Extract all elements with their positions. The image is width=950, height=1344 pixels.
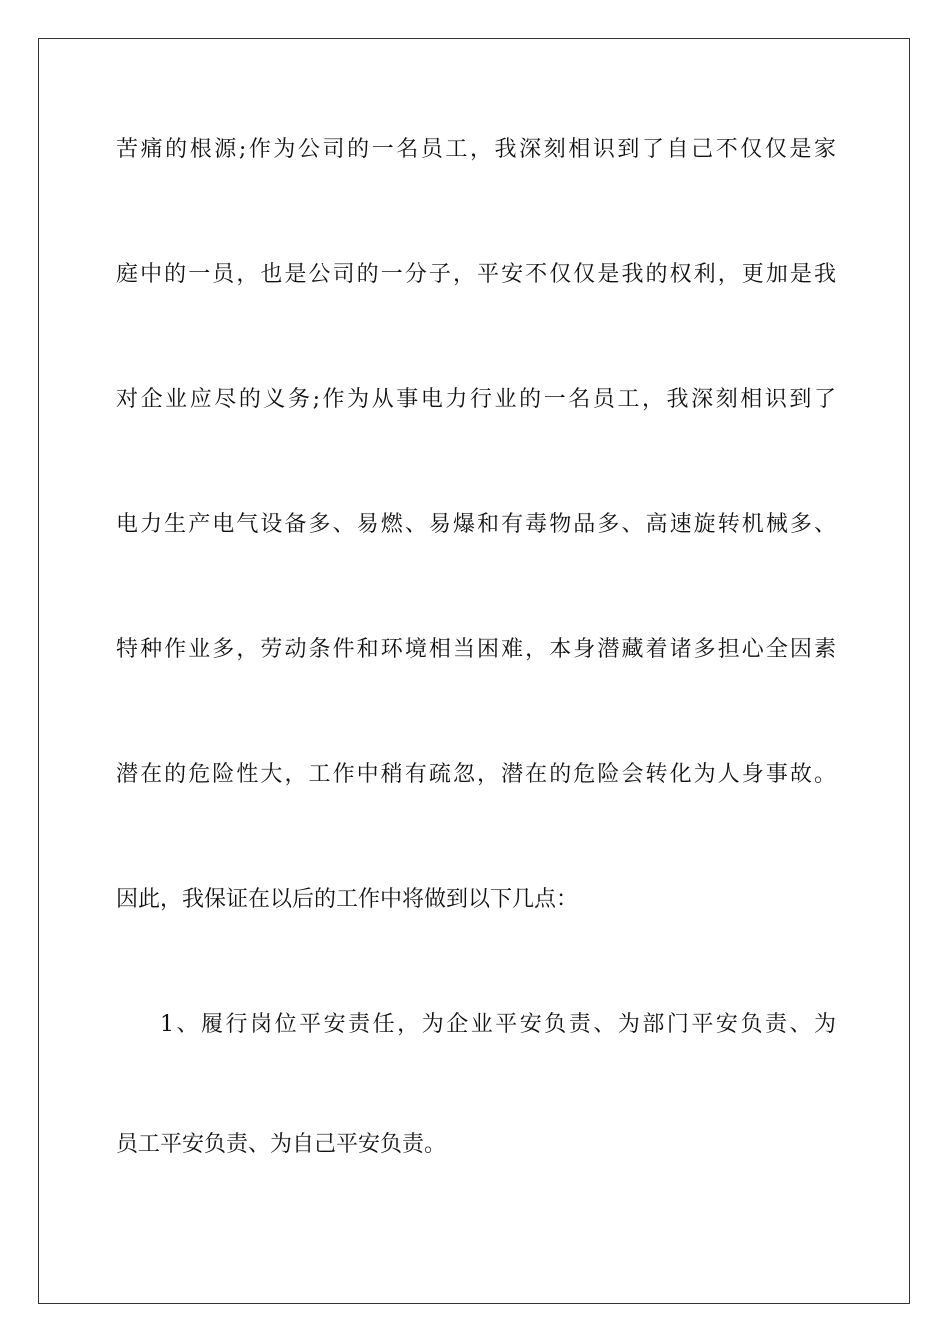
paragraph-line-1: 苦痛的根源;作为公司的一名员工，我深刻相识到了自己不仅仅是家 [116, 137, 836, 162]
paragraph-line-5: 特种作业多，劳动条件和环境相当困难，本身潜藏着诸多担心全因素 [116, 637, 836, 662]
paragraph-line-6: 潜在的危险性大，工作中稍有疏忽，潜在的危险会转化为人身事故。 [116, 762, 836, 787]
paragraph-line-7: 因此，我保证在以后的工作中将做到以下几点： [116, 887, 579, 912]
paragraph-line-4: 电力生产电气设备多、易燃、易爆和有毒物品多、高速旋转机械多、 [116, 512, 836, 537]
paragraph-line-3: 对企业应尽的义务;作为从事电力行业的一名员工，我深刻相识到了 [116, 387, 836, 412]
page-border [38, 38, 910, 1304]
list-item-1-line-1: 1、履行岗位平安责任，为企业平安负责、为部门平安负责、为 [160, 1012, 836, 1037]
paragraph-line-2: 庭中的一员，也是公司的一分子，平安不仅仅是我的权利，更加是我 [116, 262, 836, 287]
list-item-1-line-2: 员工平安负责、为自己平安负责。 [116, 1132, 447, 1157]
